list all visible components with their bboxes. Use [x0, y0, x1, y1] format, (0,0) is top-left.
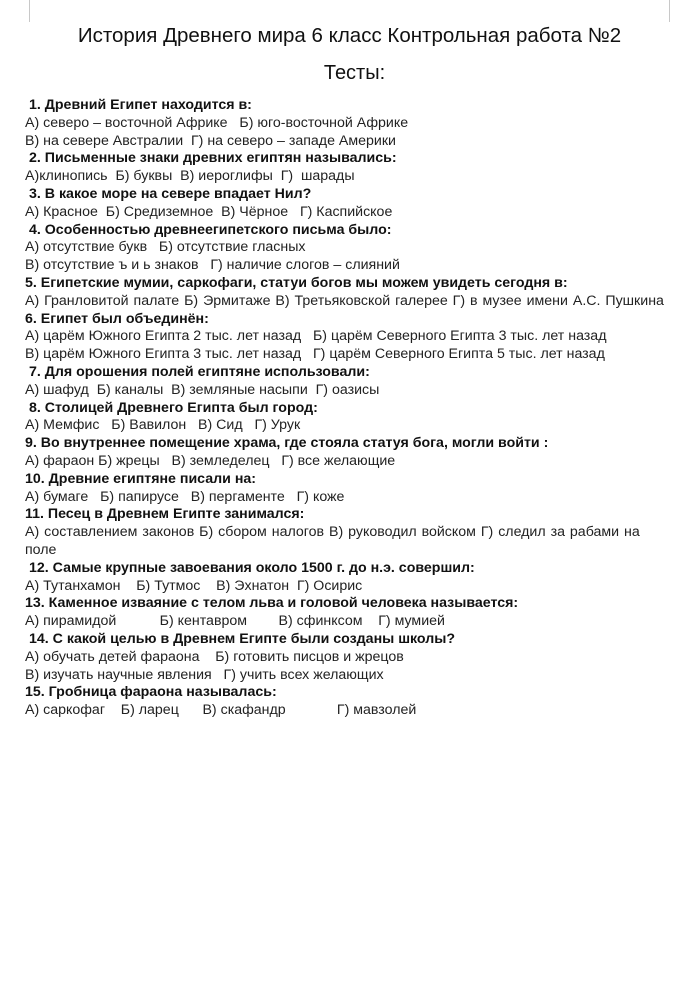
question-text: 13. Каменное изваяние с телом льва и головой человека называется: — [25, 595, 519, 612]
question-text: 10. Древние египтяне писали на: — [25, 470, 256, 487]
answer-options: А)клинопись Б) буквы В) иероглифы Г) шарады — [25, 168, 355, 185]
question-text: 2. Письменные знаки древних египтян назывались: — [29, 150, 397, 167]
answer-options: А) пирамидой Б) кентавром В) сфинксом Г) мумией — [25, 613, 445, 630]
question-text: 6. Египет был объединён: — [25, 310, 209, 327]
answer-options: А) отсутствие букв Б) отсутствие гласных — [25, 239, 306, 256]
answer-options: А) фараон Б) жрецы В) земледелец Г) все желающие — [25, 452, 396, 469]
test-questions — [25, 97, 673, 720]
question-text: 11. Песец в Древнем Египте занимался: — [25, 506, 305, 523]
page-corner-mark-right — [669, 0, 670, 22]
question-text: 7. Для орошения полей египтяне использовали: — [29, 363, 370, 380]
answer-options: А) царём Южного Египта 2 тыс. лет назад Б) царём Северного Египта 3 тыс. лет назад — [25, 328, 607, 345]
question-text: 15. Гробница фараона называлась: — [25, 684, 277, 701]
answer-options: А) Тутанхамон Б) Тутмос В) Эхнатон Г) Осирис — [25, 577, 363, 594]
answer-options: А) бумаге Б) папирусе В) пергаменте Г) коже — [25, 488, 345, 505]
answer-options: А) составлением законов Б) сбором налогов В) руководил войском Г) следил за рабами на поле — [25, 524, 640, 558]
question-text: 9. Во внутреннее помещение храма, где стояла статуя бога, могли войти : — [25, 435, 549, 452]
question-text: 8. Столицей Древнего Египта был город: — [29, 399, 318, 416]
question-text: 1. Древний Египет находится в: — [29, 97, 252, 113]
answer-options: В) на севере Австралии Г) на северо – западе Америки — [25, 132, 396, 149]
answer-options: А) Красное Б) Средиземное В) Чёрное Г) Каспийское — [25, 203, 393, 220]
answer-options: А) шафуд Б) каналы В) земляные насыпи Г) оазисы — [25, 381, 380, 398]
question-text: 3. В какое море на севере впадает Нил? — [29, 185, 312, 202]
tests-heading: Тесты: — [323, 62, 386, 84]
question-text: 14. С какой целью в Древнем Египте были созданы школы? — [29, 630, 456, 647]
question-text: 5. Египетские мумии, саркофаги, статуи богов мы можем увидеть сегодня в: — [25, 274, 568, 291]
answer-options: А) Мемфис Б) Вавилон В) Сид Г) Урук — [25, 417, 301, 434]
answer-options: В) отсутствие ъ и ь знаков Г) наличие слогов – слияний — [25, 257, 400, 274]
answer-options: В) изучать научные явления Г) учить всех желающих — [25, 666, 384, 683]
page-corner-mark-left — [29, 0, 30, 22]
answer-options: А) обучать детей фараона Б) готовить писцов и жрецов — [25, 648, 404, 665]
question-text: 12. Самые крупные завоевания около 1500 г. до н.э. совершил: — [29, 559, 475, 576]
answer-options: А) северо – восточной Африке Б) юго-восточной Африке — [25, 114, 409, 131]
answer-options: А) Гранловитой палате Б) Эрмитаже В) Третьяковской галерее Г) в музее имени А.С. Пушкина — [25, 292, 664, 309]
answer-options: В) царём Южного Египта 3 тыс. лет назад Г) царём Северного Египта 5 тыс. лет назад — [25, 346, 605, 363]
question-text: 4. Особенностью древнеегипетского письма было: — [29, 221, 392, 238]
answer-options: А) саркофаг Б) ларец В) скафандр Г) мавзолей — [25, 702, 417, 719]
document-title: История Древнего мира 6 класс Контрольная работа №2 — [77, 24, 622, 47]
